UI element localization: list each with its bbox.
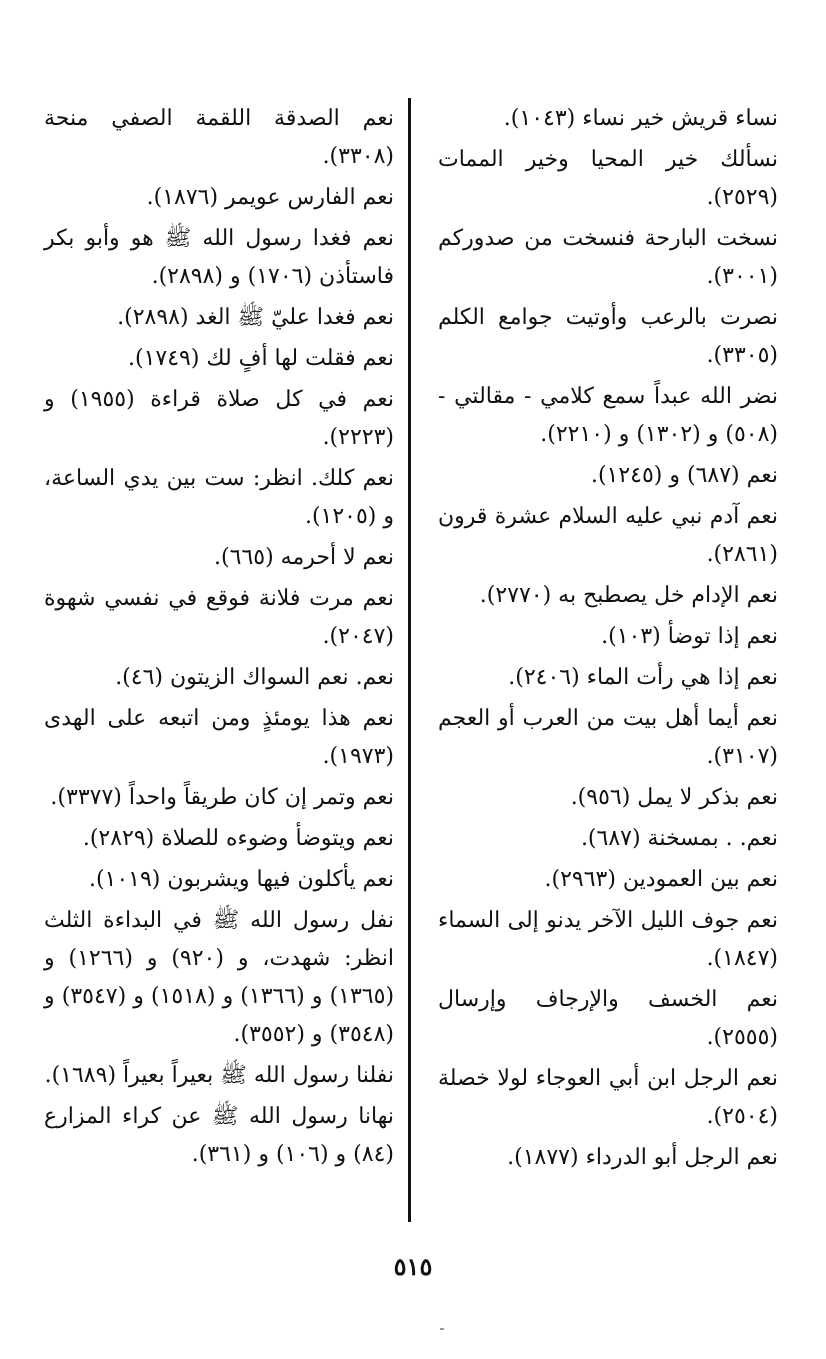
list-item: نعم هذا يومئذٍ ومن اتبعه على الهدى (١٩٧٣). <box>44 706 394 769</box>
list-item: نعم الخسف والإرجاف وإرسال (٢٥٥٥). <box>438 987 778 1050</box>
list-item: نعم يأكلون فيها ويشربون (١٠١٩). <box>88 867 394 892</box>
list-item: نعم وتمر إن كان طريقاً واحداً (٣٣٧٧). <box>50 785 394 810</box>
list-item: نعم كلك. انظر: ست بين يدي الساعة، و (١٢٠٥). <box>44 466 394 529</box>
list-item: نضر الله عبداً سمع كلامي - مقالتي - (٥٠٨) و (١٣٠٢) و (٢٢١٠). <box>438 384 778 447</box>
list-item: نعم بذكر لا يمل (٩٥٦). <box>570 785 778 810</box>
page-number: ٥١٥ <box>393 1252 433 1281</box>
list-item: نعم (٦٨٧) و (١٢٤٥). <box>590 463 778 488</box>
list-item: نعم مرت فلانة فوقع في نفسي شهوة (٢٠٤٧). <box>44 586 394 649</box>
list-item: نعم جوف الليل الآخر يدنو إلى السماء (١٨٤٧). <box>438 908 778 971</box>
list-item: نعم أيما أهل بيت من العرب أو العجم (٣١٠٧). <box>438 706 778 769</box>
list-item: نعم الفارس عويمر (١٨٧٦). <box>146 185 394 210</box>
list-item: نهانا رسول الله ﷺ عن كراء المزارع (٨٤) و (١٠٦) و (٣٦١). <box>44 1104 394 1167</box>
list-item: نعم إذا هي رأت الماء (٢٤٠٦). <box>508 665 778 690</box>
column-divider <box>408 98 411 1222</box>
list-item: نعم في كل صلاة قراءة (١٩٥٥) و (٢٢٢٣). <box>44 387 394 450</box>
list-item: نسخت البارحة فنسخت من صدوركم (٣٠٠١). <box>438 226 778 289</box>
list-item: نفل رسول الله ﷺ في البداءة الثلث انظر: شهدت، و (٩٢٠) و (١٢٦٦) و (١٣٦٥) و (١٣٦٦) و (١٥١٨) و (٣٥٤٧) و (٣٥٤٨) و (٣٥٥٢). <box>44 908 395 1047</box>
right-column <box>438 100 778 1180</box>
list-item: نعم بين العمودين (٢٩٦٣). <box>544 867 778 892</box>
list-item: نعم فغدا رسول الله ﷺ هو وأبو بكر فاستأذن (١٧٠٦) و (٢٨٩٨). <box>44 226 394 289</box>
list-item: نعم الصدقة اللقمة الصفي منحة (٣٣٠٨). <box>44 106 394 169</box>
list-item: نعم الرجل ابن أبي العوجاء لولا خصلة (٢٥٠٤). <box>438 1066 778 1129</box>
list-item: نسألك خير المحيا وخير الممات (٢٥٢٩). <box>438 147 778 210</box>
list-item: نعم فقلت لها أفٍ لك (١٧٤٩). <box>127 346 394 371</box>
left-column <box>44 100 394 1177</box>
list-item: نعم إذا توضأ (١٠٣). <box>601 624 778 649</box>
list-item: نعم الإدام خل يصطبح به (٢٧٧٠). <box>479 583 778 608</box>
list-item: نعم الرجل أبو الدرداء (١٨٧٧). <box>507 1145 778 1170</box>
list-item: نعم. نعم السواك الزيتون (٤٦). <box>115 665 394 690</box>
list-item: نعم لا أحرمه (٦٦٥). <box>214 545 394 570</box>
scan-mark <box>440 1328 444 1330</box>
list-item: نعم. . بمسخنة (٦٨٧). <box>580 826 778 851</box>
list-item: نساء قريش خير نساء (١٠٤٣). <box>503 106 778 131</box>
list-item: نعم ويتوضأ وضوءه للصلاة (٢٨٢٩). <box>82 826 394 851</box>
list-item: نعم آدم نبي عليه السلام عشرة قرون (٢٨٦١). <box>438 504 778 567</box>
list-item: نعم فغدا عليّ ﷺ الغد (٢٨٩٨). <box>117 305 394 330</box>
list-item: نفلنا رسول الله ﷺ بعيراً بعيراً (١٦٨٩). <box>44 1063 394 1088</box>
list-item: نصرت بالرعب وأوتيت جوامع الكلم (٣٣٠٥). <box>438 305 778 368</box>
